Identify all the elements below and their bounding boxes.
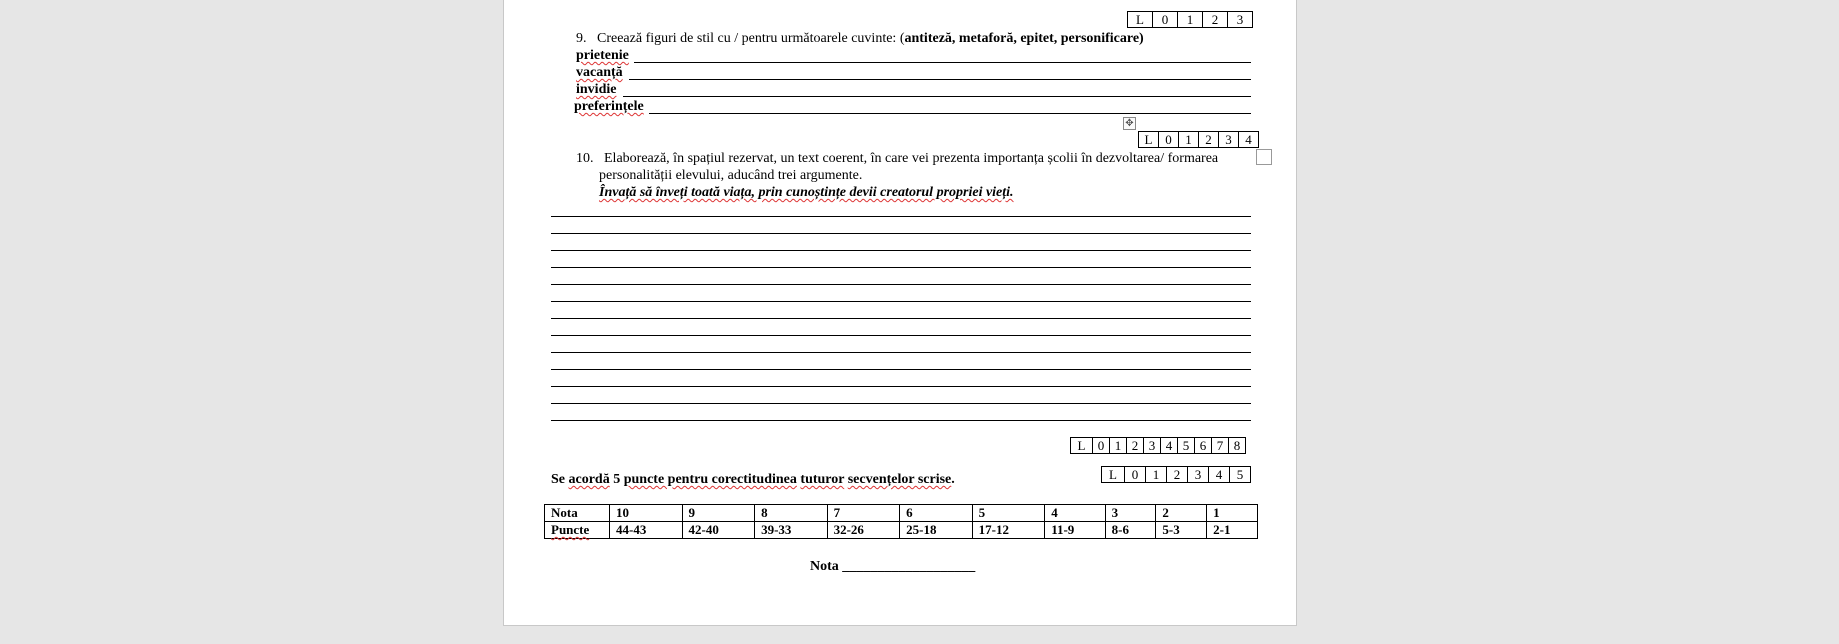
grade-cell: 11-9: [1045, 522, 1105, 539]
grade-cell: 9: [682, 505, 755, 522]
grade-row-nota: [545, 505, 1258, 522]
score-cell[interactable]: L: [1102, 467, 1125, 483]
essay-answer-line[interactable]: [551, 403, 1251, 404]
q9-word-prietenie: prietenie: [576, 48, 629, 63]
table-move-icon[interactable]: ✥: [1123, 117, 1136, 130]
grade-cell: 39-33: [755, 522, 828, 539]
score-row-correctness: [1101, 466, 1251, 483]
score-cell[interactable]: 2: [1167, 467, 1188, 483]
score-cell[interactable]: 4: [1239, 132, 1259, 148]
score-cell[interactable]: 0: [1159, 132, 1179, 148]
score-cell[interactable]: 2: [1203, 12, 1228, 28]
score-cell[interactable]: 4: [1161, 438, 1178, 454]
score-cell[interactable]: 5: [1178, 438, 1195, 454]
essay-answer-line[interactable]: [551, 352, 1251, 353]
final-grade-label: Nota: [810, 559, 839, 574]
score-cell[interactable]: 7: [1212, 438, 1229, 454]
q10-prompt-line2: personalității elevului, aducând trei argumente.: [599, 168, 863, 183]
score-cell[interactable]: 8: [1229, 438, 1246, 454]
q9-number: 9.: [576, 31, 587, 46]
grade-cell: 8-6: [1105, 522, 1156, 539]
grade-cell: 3: [1105, 505, 1156, 522]
q10-number: 10.: [576, 151, 594, 166]
essay-answer-line[interactable]: [551, 233, 1251, 234]
score-cell[interactable]: 0: [1125, 467, 1146, 483]
score-cell[interactable]: 2: [1127, 438, 1144, 454]
score-cell[interactable]: 2: [1199, 132, 1219, 148]
essay-answer-line[interactable]: [551, 250, 1251, 251]
q9-word-preferintele: preferințele: [574, 99, 644, 114]
grade-cell: 17-12: [972, 522, 1045, 539]
grade-cell: Nota: [545, 505, 610, 522]
grade-cell: 5: [972, 505, 1045, 522]
score-cell[interactable]: 0: [1153, 12, 1178, 28]
score-cell[interactable]: 1: [1179, 132, 1199, 148]
answer-line[interactable]: [623, 96, 1251, 97]
essay-answer-line[interactable]: [551, 301, 1251, 302]
grade-cell: 25-18: [900, 522, 973, 539]
score-cell[interactable]: 3: [1228, 12, 1253, 28]
q10-quote: Învață să înveți toată viața, prin cunoștințe devii creatorul propriei vieți.: [599, 185, 1014, 200]
essay-answer-line[interactable]: [551, 284, 1251, 285]
empty-cell-marker[interactable]: [1256, 149, 1272, 165]
score-cell[interactable]: 3: [1188, 467, 1209, 483]
score-cell[interactable]: 1: [1146, 467, 1167, 483]
essay-answer-line[interactable]: [551, 369, 1251, 370]
score-cell[interactable]: 5: [1230, 467, 1251, 483]
grade-cell: 4: [1045, 505, 1105, 522]
q9-prompt: [576, 30, 1144, 47]
q9-close: ): [1139, 31, 1144, 46]
q9-prompt-text: Creează figuri de stil cu / pentru următoarele cuvinte: (: [597, 31, 905, 46]
score-cell[interactable]: L: [1139, 132, 1159, 148]
grade-cell: 2-1: [1207, 522, 1258, 539]
score-cell[interactable]: 3: [1219, 132, 1239, 148]
answer-line[interactable]: [634, 62, 1251, 63]
essay-answer-line[interactable]: [551, 267, 1251, 268]
grade-cell: 6: [900, 505, 973, 522]
essay-answer-line[interactable]: [551, 420, 1251, 421]
answer-line[interactable]: [649, 113, 1251, 114]
score-cell[interactable]: 1: [1110, 438, 1127, 454]
grade-table: [544, 504, 1258, 539]
essay-answer-line[interactable]: [551, 386, 1251, 387]
q9-word-vacanta: vacanță: [576, 65, 623, 80]
q9-word-invidie: invidie: [576, 82, 617, 97]
score-cell[interactable]: L: [1071, 438, 1093, 454]
score-cell[interactable]: 1: [1178, 12, 1203, 28]
essay-answer-line[interactable]: [551, 335, 1251, 336]
q10-prompt-line1: [576, 150, 1218, 167]
score-cell[interactable]: 0: [1093, 438, 1110, 454]
grade-cell: 10: [610, 505, 683, 522]
document-page: [503, 0, 1297, 626]
final-grade-blank[interactable]: ___________________: [842, 559, 976, 574]
grade-cell: 5-3: [1156, 522, 1207, 539]
grade-cell: Puncte: [545, 522, 610, 539]
correctness-note: Se acordă 5 puncte pentru corectitudinea tuturor secvențelor scrise.: [551, 472, 955, 487]
score-row-essay: [1070, 437, 1246, 454]
grade-cell: 8: [755, 505, 828, 522]
final-grade: [810, 558, 975, 575]
answer-line[interactable]: [629, 79, 1251, 80]
q9-terms: antiteză, metaforă, epitet, personificare: [904, 31, 1140, 46]
score-cell[interactable]: 6: [1195, 438, 1212, 454]
grade-cell: 32-26: [827, 522, 900, 539]
grade-cell: 2: [1156, 505, 1207, 522]
essay-answer-line[interactable]: [551, 318, 1251, 319]
q10-prompt-text: Elaborează, în spațiul rezervat, un text coerent, în care vei prezenta importanța școlii în dezvoltarea/ formarea: [604, 151, 1219, 166]
essay-answer-line[interactable]: [551, 216, 1251, 217]
grade-cell: 42-40: [682, 522, 755, 539]
grade-cell: 1: [1207, 505, 1258, 522]
grade-cell: 44-43: [610, 522, 683, 539]
grade-cell: 7: [827, 505, 900, 522]
score-cell[interactable]: 3: [1144, 438, 1161, 454]
score-row-q10: [1138, 131, 1259, 148]
score-cell[interactable]: L: [1128, 12, 1153, 28]
score-row-q9: [1127, 11, 1253, 28]
score-cell[interactable]: 4: [1209, 467, 1230, 483]
grade-row-puncte: [545, 522, 1258, 539]
